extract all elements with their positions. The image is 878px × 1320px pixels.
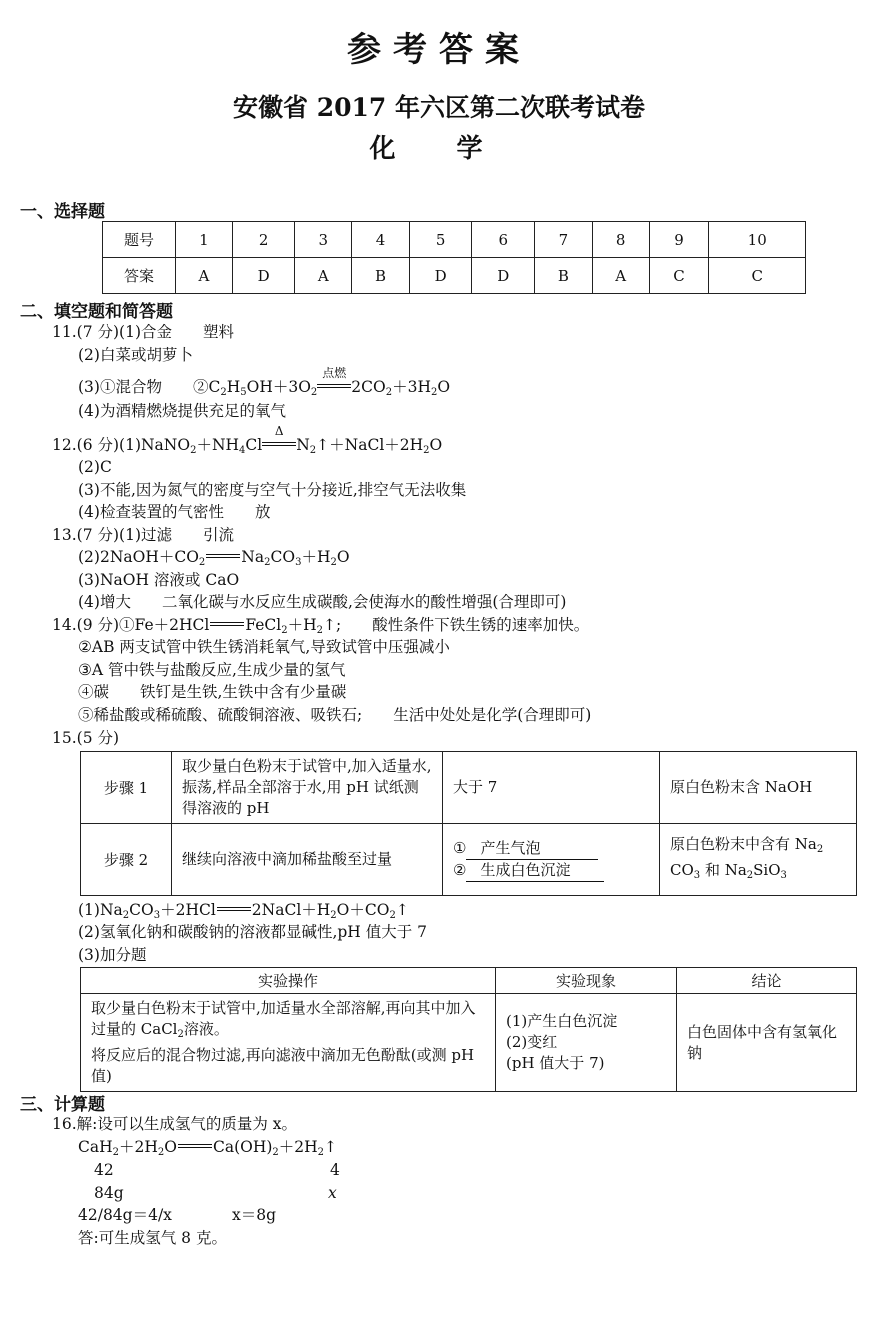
answer-cell: D — [472, 258, 535, 294]
answer-cell: A — [176, 258, 233, 294]
q14-line3: ③A 管中铁与盐酸反应,生成少量的氢气 — [78, 661, 346, 679]
table-row — [81, 824, 857, 896]
column-header: 实验操作 — [81, 968, 496, 994]
q13-line4: (4)增大 二氧化碳与水反应生成碳酸,会使海水的酸性增强(合理即可) — [78, 593, 567, 611]
q11-line3: (3)①混合物 $②C_2H_5OH+3O_2$ 点燃 $2CO_2+3H_2O$ — [78, 366, 451, 398]
experiment-observation: (1)产生白色沉淀 (2)变红 (pH 值大于 7) — [496, 994, 677, 1092]
q16-line2: $CaH_2+2H_2O$ $Ca(OH)_2+2H_2↑$ — [78, 1138, 338, 1158]
table-row — [103, 222, 806, 258]
question-number: 3 — [295, 222, 352, 258]
step-conclusion: 原白色粉末含 NaOH — [660, 752, 857, 824]
subject-name: 化 学 — [369, 134, 509, 164]
q14-line5: ⑤稀盐酸或稀硫酸、硫酸铜溶液、吸铁石; 生活中处处是化学(合理即可) — [78, 706, 592, 724]
q15-extra-table — [80, 967, 857, 1092]
row-label: 题号 — [103, 222, 176, 258]
q11-line4: (4)为酒精燃烧提供充足的氧气 — [78, 402, 286, 420]
table-row — [81, 752, 857, 824]
column-header: 实验现象 — [496, 968, 677, 994]
q16-proportion: 42/84g＝4/x — [78, 1206, 172, 1224]
q16-given-84g: 84g — [94, 1184, 124, 1202]
q14-line2: ②AB 两支试管中铁生锈消耗氧气,导致试管中压强减小 — [78, 638, 450, 656]
q16-mass-4: 4 — [330, 1161, 340, 1179]
answer-cell: A — [592, 258, 649, 294]
q16-answer: 答:可生成氢气 8 克。 — [78, 1229, 227, 1247]
answer-cell: A — [295, 258, 352, 294]
answer-cell: D — [409, 258, 472, 294]
q13-line3: (3)NaOH 溶液或 CaO — [78, 571, 240, 589]
table-row — [103, 258, 806, 294]
answer-cell: B — [534, 258, 592, 294]
question-number: 4 — [352, 222, 410, 258]
q14-line4: ④碳 铁钉是生铁,生铁中含有少量碳 — [78, 683, 347, 701]
answer-cell: C — [709, 258, 806, 294]
q12-line2: (2)C — [78, 458, 112, 476]
row-label: 答案 — [103, 258, 176, 294]
page-title: 参考答案 — [347, 30, 531, 70]
q11-line2: (2)白菜或胡萝卜 — [78, 346, 193, 364]
step-observation: 大于 7 — [443, 752, 660, 824]
q16-line1: 16.解:设可以生成氢气的质量为 x。 — [52, 1115, 298, 1133]
q13-line1: 13.(7 分)(1)过滤 引流 — [52, 526, 234, 544]
question-number: 1 — [176, 222, 233, 258]
reaction-arrow: Δ — [262, 435, 296, 455]
q11-line1: 11.(7 分)(1)合金 塑料 — [52, 323, 234, 341]
q12-line1: 12.(6 分)$(1)NaNO_2+NH_4Cl$ Δ $N_2↑+NaCl+2H_2O$ — [52, 424, 443, 456]
q15-line1: $(1)Na_2CO_3+2HCl$ $2NaCl+H_2O+CO_2↑$ — [78, 901, 409, 921]
q16-result: x＝8g — [232, 1206, 277, 1224]
reaction-arrow: 点燃 — [317, 377, 351, 397]
exam-name: 安徽省 2017 年六区第二次联考试卷 — [233, 93, 645, 122]
q14-line1: 14.(9 分)①Fe＋2HCl $FeCl_2+H_2↑$; 酸性条件下铁生锈的速率加快。 — [52, 616, 590, 636]
section-fill: 二、填空题和简答题 — [20, 302, 173, 322]
table-row — [81, 994, 857, 1092]
column-header: 结论 — [677, 968, 857, 994]
question-number: 8 — [592, 222, 649, 258]
question-number: 7 — [534, 222, 592, 258]
answer-table — [102, 221, 806, 294]
answer-cell: D — [232, 258, 295, 294]
step-operation: 取少量白色粉末于试管中,加入适量水,振荡,样品全部溶于水,用 pH 试纸测得溶液的 pH — [172, 752, 443, 824]
question-number: 10 — [709, 222, 806, 258]
q16-mass-42: 42 — [94, 1161, 114, 1179]
step-observation: ① 产生气泡 ② 生成白色沉淀 — [443, 824, 660, 896]
question-number: 5 — [409, 222, 472, 258]
step-operation: 继续向溶液中滴加稀盐酸至过量 — [172, 824, 443, 896]
question-number: 6 — [472, 222, 535, 258]
q12-line4: (4)检查装置的气密性 放 — [78, 503, 271, 521]
experiment-operation: 取少量白色粉末于试管中,加适量水全部溶解,再向其中加入过量的 CaCl$_2$溶液。 将反应后的混合物过滤,再向滤液中滴加无色酚酞(或测 pH 值) — [81, 994, 496, 1092]
q15-line2: (2)氢氧化钠和碳酸钠的溶液都显碱性,pH 值大于 7 — [78, 923, 428, 941]
section-choice: 一、选择题 — [20, 202, 105, 222]
experiment-conclusion: 白色固体中含有氢氧化钠 — [677, 994, 857, 1092]
q15-step-table — [80, 751, 857, 896]
question-number: 9 — [649, 222, 709, 258]
table-row — [81, 968, 857, 994]
section-calc: 三、计算题 — [20, 1095, 105, 1115]
answer-cell: B — [352, 258, 410, 294]
q15-label: 15.(5 分) — [52, 729, 120, 747]
q13-line2: $(2)2NaOH+CO_2$ $Na_2CO_3+H_2O$ — [78, 548, 350, 568]
question-number: 2 — [232, 222, 295, 258]
q16-unknown-x: x — [328, 1184, 337, 1202]
step-conclusion: 原白色粉末中含有 $Na_2$ $CO_3$ 和 $Na_2SiO_3$ — [660, 824, 857, 896]
q15-line3: (3)加分题 — [78, 946, 147, 964]
step-name: 步骤 1 — [81, 752, 172, 824]
q12-line3: (3)不能,因为氮气的密度与空气十分接近,排空气无法收集 — [78, 481, 467, 499]
step-name: 步骤 2 — [81, 824, 172, 896]
answer-cell: C — [649, 258, 709, 294]
